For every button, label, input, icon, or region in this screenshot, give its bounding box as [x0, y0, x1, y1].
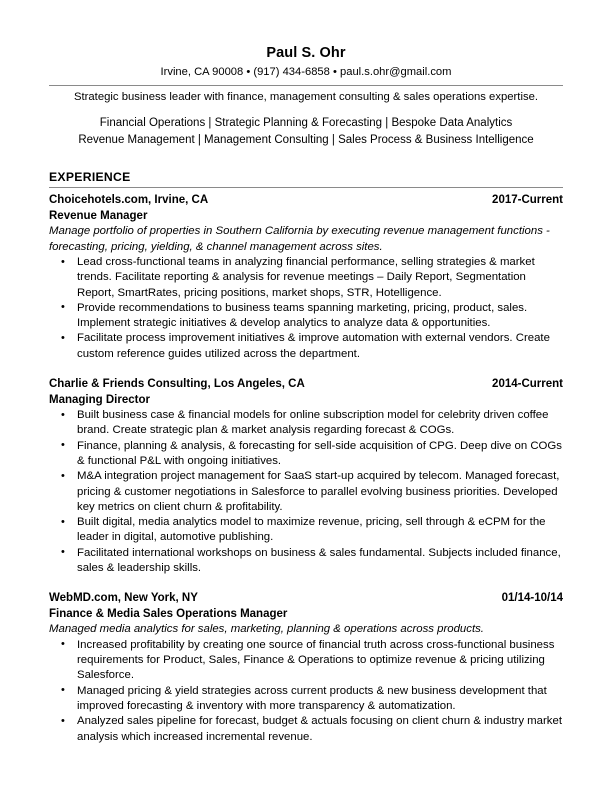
job-title: Managing Director — [49, 393, 150, 406]
job-bullet: • Built digital, media analytics model to maximize revenue, pricing, sell through & eCPM for the leader in digital, automotive publishing. — [49, 515, 563, 546]
job-company: Choicehotels.com, Irvine, CA — [49, 194, 209, 206]
job-list — [49, 193, 563, 745]
section-divider — [49, 187, 563, 188]
job-bullet-list — [49, 408, 563, 576]
keyword-line-2: Revenue Management | Management Consulting | Sales Process & Business Intelligence — [78, 133, 534, 146]
job-bullet: • Finance, planning & analysis, & forecasting for sell-side acquisition of CPG. Deep dive on COGs & functional P&L with ongoing initiatives. — [49, 439, 563, 470]
job-header — [49, 591, 563, 607]
job-title: Finance & Media Sales Operations Manager — [49, 607, 288, 620]
job-header — [49, 377, 563, 393]
header-divider — [49, 85, 563, 86]
job-bullet: • Facilitated international workshops on business & sales fundamental. Subjects included finance, sales & leadership skills. — [49, 546, 563, 577]
job-entry — [49, 193, 563, 362]
job-entry — [49, 377, 563, 576]
resume-header — [49, 44, 563, 148]
job-bullet: • Managed pricing & yield strategies across current products & new business development that improved forecasting & inventory with more transparency & automatization. — [49, 684, 563, 715]
job-company: WebMD.com, New York, NY — [49, 592, 198, 605]
contact-line: Irvine, CA 90008 • (917) 434-6858 • paul.s.ohr@gmail.com — [160, 66, 452, 78]
job-bullet: • Built business case & financial models for online subscription model for celebrity driven coffee brand. Create strategic plan & market analysis regarding forecast & COGs. — [49, 408, 563, 439]
job-dates: 01/14-10/14 — [501, 592, 563, 605]
job-bullet: • Analyzed sales pipeline for forecast, budget & actuals focusing on client churn & industry market analysis which increased incremental revenue. — [49, 714, 563, 745]
job-bullet: • Increased profitability by creating one source of financial truth across cross-functional business requirements for Product, Sales, Finance & Operations to optimize revenue & pricing utilizing Salesforce. — [49, 638, 563, 684]
job-bullet-list — [49, 638, 563, 745]
job-entry — [49, 591, 563, 745]
job-summary: Managed media analytics for sales, marketing, planning & operations across products. — [49, 623, 484, 636]
job-bullet: • Facilitate process improvement initiatives & improve automation with external vendors. Create custom reference guides utilized across the department. — [49, 331, 563, 362]
job-bullet: • M&A integration project management for SaaS start-up acquired by telecom. Managed forecast, pricing & customer negotiations in Salesforce to parallel evolving business priorities. Developed key metrics on client churn & profitability. — [49, 469, 563, 515]
candidate-name: Paul S. Ohr — [266, 45, 346, 61]
job-bullet: • Provide recommendations to business teams spanning marketing, pricing, product, sales. Implement strategic initiatives & develop analytics to analyze data & opportunities. — [49, 301, 563, 332]
keyword-block — [49, 115, 563, 148]
professional-tagline: Strategic business leader with finance, management consulting & sales operations expertise. — [73, 91, 539, 103]
job-title: Revenue Manager — [49, 209, 148, 222]
keyword-line-1: Financial Operations | Strategic Planning & Forecasting | Bespoke Data Analytics — [99, 117, 513, 129]
job-bullet-list — [49, 255, 563, 362]
job-summary: Manage portfolio of properties in Southern California by executing revenue management functions - forecasting, pricing, yielding, & channel management across sites. — [49, 225, 550, 253]
job-header — [49, 193, 563, 209]
section-heading-experience: EXPERIENCE — [49, 170, 131, 184]
job-dates: 2014-Current — [492, 378, 563, 391]
job-bullet: • Lead cross-functional teams in analyzing financial performance, selling strategies & market trends. Facilitate reporting & analysis for revenue meetings – Daily Report, Segmentation Report, SmartRates, pricing positions, market shops, STR, Hotelligence. — [49, 255, 563, 301]
experience-section — [49, 170, 563, 745]
job-company: Charlie & Friends Consulting, Los Angeles, CA — [49, 378, 305, 391]
job-dates: 2017-Current — [492, 194, 563, 206]
